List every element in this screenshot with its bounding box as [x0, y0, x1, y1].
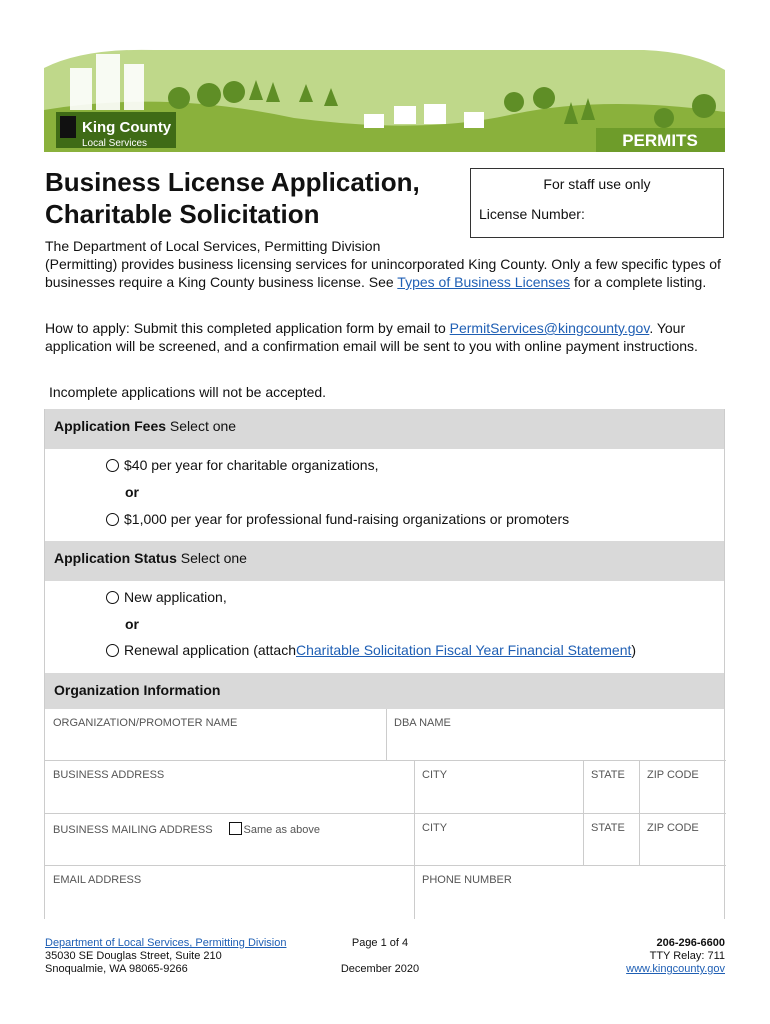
fees-options: [44, 449, 725, 541]
incomplete-note: Incomplete applications will not be accepted.: [49, 384, 327, 400]
business-address-field[interactable]: BUSINESS ADDRESS: [45, 761, 414, 814]
website-link[interactable]: www.kingcounty.gov: [626, 963, 725, 975]
zip-field[interactable]: ZIP CODE: [639, 761, 726, 814]
email-field[interactable]: EMAIL ADDRESS: [53, 874, 142, 886]
status-header: Application Status Select one: [44, 541, 725, 581]
mailing-address-field[interactable]: BUSINESS MAILING ADDRESS Same as above: [45, 814, 414, 866]
banner-sub: Local Services: [82, 138, 148, 149]
radio-icon[interactable]: [106, 644, 119, 657]
radio-icon[interactable]: [106, 459, 119, 472]
fee-option-charitable[interactable]: $40 per year for charitable organizations,: [106, 457, 378, 473]
mailing-zip-field[interactable]: ZIP CODE: [639, 814, 726, 866]
permit-email-link[interactable]: PermitServices@kingcounty.gov: [449, 320, 650, 336]
footer-right: 206-296-6600 TTY Relay: 711 www.kingcounty.gov: [626, 937, 725, 975]
divider: [639, 761, 640, 866]
or-label: or: [125, 616, 139, 632]
financial-statement-link[interactable]: Charitable Solicitation Fiscal Year Financial Statement: [296, 642, 632, 658]
same-as-above-checkbox[interactable]: [229, 822, 242, 835]
banner-brand: King County: [82, 119, 172, 136]
page-title: Business License Application, Charitable Solicitation: [45, 167, 420, 229]
divider: [386, 709, 387, 761]
state-field[interactable]: STATE: [583, 761, 639, 814]
footer-left: Department of Local Services, Permitting Division 35030 SE Douglas Street, Suite 210 Snoqualmie, WA 98065-9266: [45, 937, 287, 975]
how-to-apply-paragraph: How to apply: Submit this completed application form by email to PermitServices@kingcounty.gov. Your application will be screened, and a confirmation email will be sent to you with online payment instructions.: [45, 320, 698, 354]
staff-use-box: [470, 168, 724, 238]
phone-field[interactable]: PHONE NUMBER: [422, 874, 512, 886]
divider: [414, 761, 415, 919]
or-label: or: [125, 484, 139, 500]
fees-header: Application Fees Select one: [44, 409, 725, 449]
mailing-state-field[interactable]: STATE: [583, 814, 639, 866]
city-field[interactable]: CITY: [414, 761, 583, 814]
radio-icon[interactable]: [106, 591, 119, 604]
radio-icon[interactable]: [106, 513, 119, 526]
staff-heading: For staff use only: [543, 176, 651, 192]
fee-option-professional[interactable]: $1,000 per year for professional fund-raising organizations or promoters: [106, 511, 569, 527]
application-form: [44, 409, 725, 919]
dba-name-field[interactable]: DBA NAME: [386, 709, 726, 761]
org-fields: [44, 709, 725, 919]
divider: [583, 761, 584, 866]
license-number-label: License Number:: [479, 206, 585, 222]
org-header: Organization Information: [44, 673, 725, 709]
status-option-renewal[interactable]: Renewal application (attach Charitable Solicitation Fiscal Year Financial Statement ): [106, 642, 636, 658]
status-option-new[interactable]: New application,: [106, 589, 227, 605]
permits-banner: [44, 40, 725, 152]
mailing-city-field[interactable]: CITY: [414, 814, 583, 866]
status-options: [44, 581, 725, 673]
types-of-licenses-link[interactable]: Types of Business Licenses: [397, 274, 571, 290]
banner-tag: PERMITS: [622, 131, 698, 150]
dept-link[interactable]: Department of Local Services, Permitting Division: [45, 937, 287, 949]
intro-paragraph: The Department of Local Services, Permitting Division (Permitting) provides business licensing services for unincorporated King County. Only a few specific types of businesses require a King County business license. See Types of Business Licenses for a complete listing.: [45, 238, 721, 290]
footer-center: Page 1 of 4 December 2020: [340, 937, 420, 975]
org-name-field[interactable]: ORGANIZATION/PROMOTER NAME: [45, 709, 386, 761]
